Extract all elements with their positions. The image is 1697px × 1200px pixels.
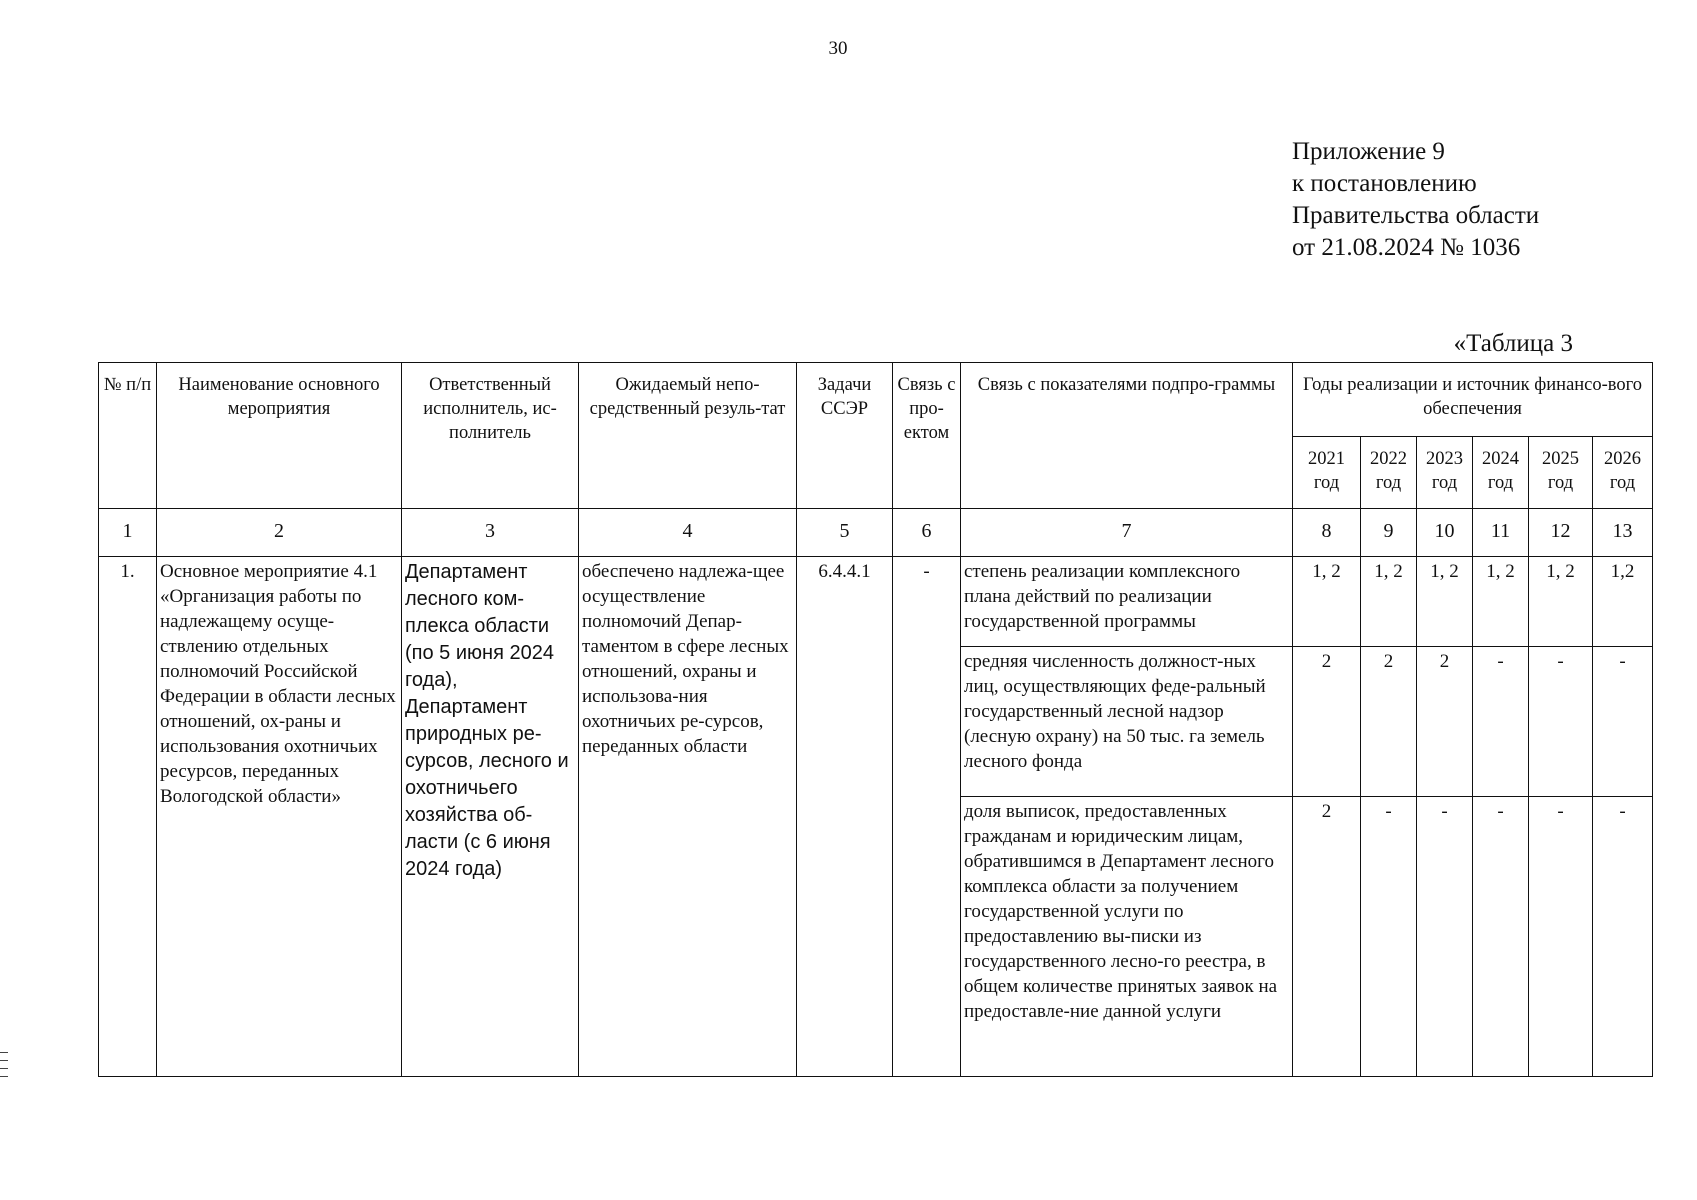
- column-number: 2: [157, 509, 402, 557]
- finance-source: -: [1417, 797, 1473, 1077]
- row-number: 1.: [99, 557, 157, 1077]
- column-number: 10: [1417, 509, 1473, 557]
- scan-margin-marks: [0, 1052, 8, 1084]
- ssep-task: 6.4.4.1: [797, 557, 893, 1077]
- header-num: № п/п: [99, 363, 157, 509]
- indicator-text: средняя численность должност-ных лиц, осуществляющих феде-ральный государственный лесной надзор (лесную охрану) на 50 тыс. га земель лесного фонда: [961, 647, 1293, 797]
- appendix-line: от 21.08.2024 № 1036: [1292, 234, 1521, 261]
- header-year: 2022 год: [1361, 437, 1417, 509]
- header-name: Наименование основного мероприятия: [157, 363, 402, 509]
- header-indicators: Связь с показателями подпро-граммы: [961, 363, 1293, 509]
- finance-source: 2: [1361, 647, 1417, 797]
- finance-source: 2: [1293, 647, 1361, 797]
- header-result: Ожидаемый непо-средственный резуль-тат: [579, 363, 797, 509]
- appendix-block: [1292, 136, 1539, 264]
- finance-source: -: [1361, 797, 1417, 1077]
- finance-source: -: [1473, 647, 1529, 797]
- finance-source: 1, 2: [1361, 557, 1417, 647]
- column-number: 5: [797, 509, 893, 557]
- header-year: 2026 год: [1593, 437, 1653, 509]
- responsible-executor: Департамент лесного ком-плекса области (по 5 июня 2024 года), Департамент природных ре-сурсов, лесного и охотничьего хозяйства об-ласти (с 6 июня 2024 года): [402, 557, 579, 1077]
- column-number: 4: [579, 509, 797, 557]
- column-number: 12: [1529, 509, 1593, 557]
- header-year: 2023 год: [1417, 437, 1473, 509]
- column-number: 7: [961, 509, 1293, 557]
- finance-source: 1, 2: [1417, 557, 1473, 647]
- finance-source: 1, 2: [1473, 557, 1529, 647]
- header-years-group: Годы реализации и источник финансо-вого обеспечения: [1293, 363, 1653, 437]
- header-tasks: Задачи ССЭР: [797, 363, 893, 509]
- appendix-line: Приложение 9: [1292, 138, 1445, 165]
- appendix-line: к постановлению: [1292, 170, 1477, 197]
- column-number: 6: [893, 509, 961, 557]
- appendix-line: Правительства области: [1292, 202, 1540, 229]
- column-number: 13: [1593, 509, 1653, 557]
- finance-source: 1, 2: [1293, 557, 1361, 647]
- table-row: [99, 557, 1653, 647]
- column-number: 3: [402, 509, 579, 557]
- column-number: 1: [99, 509, 157, 557]
- finance-source: -: [1593, 647, 1653, 797]
- program-table: [98, 362, 1653, 1077]
- finance-source: 2: [1293, 797, 1361, 1077]
- header-year: 2025 год: [1529, 437, 1593, 509]
- finance-source: -: [1473, 797, 1529, 1077]
- page-number: 30: [828, 38, 848, 59]
- indicator-text: степень реализации комплексного плана действий по реализации государственной программы: [961, 557, 1293, 647]
- activity-name: Основное мероприятие 4.1 «Организация работы по надлежащему осуще-ствлению отдельных полномочий Российской Федерации в области лесных отношений, ох-раны и использования охотничьих ресурсов, переданных Вологодской области»: [157, 557, 402, 1077]
- header-project: Связь с про-ектом: [893, 363, 961, 509]
- column-number: 9: [1361, 509, 1417, 557]
- header-year: 2021 год: [1293, 437, 1361, 509]
- column-number-row: [99, 509, 1653, 557]
- header-year: 2024 год: [1473, 437, 1529, 509]
- finance-source: -: [1593, 797, 1653, 1077]
- column-number: 8: [1293, 509, 1361, 557]
- expected-result: обеспечено надлежа-щее осуществление полномочий Депар-таментом в сфере лесных отношений, охраны и использова-ния охотничьих ре-сурсов, переданных области: [579, 557, 797, 1077]
- column-number: 11: [1473, 509, 1529, 557]
- finance-source: 1, 2: [1529, 557, 1593, 647]
- table-caption: «Таблица 3: [1453, 330, 1573, 357]
- finance-source: 2: [1417, 647, 1473, 797]
- finance-source: -: [1529, 797, 1593, 1077]
- header-row: [99, 363, 1653, 437]
- header-responsible: Ответственный исполнитель, ис-полнитель: [402, 363, 579, 509]
- finance-source: -: [1529, 647, 1593, 797]
- project-link: -: [893, 557, 961, 1077]
- finance-source: 1,2: [1593, 557, 1653, 647]
- indicator-text: доля выписок, предоставленных гражданам и юридическим лицам, обратившимся в Департамент лесного комплекса области за получением государственной услуги по предоставлению вы-писки из государственного лесно-го реестра, в общем количестве принятых заявок на предоставле-ние данной услуги: [961, 797, 1293, 1077]
